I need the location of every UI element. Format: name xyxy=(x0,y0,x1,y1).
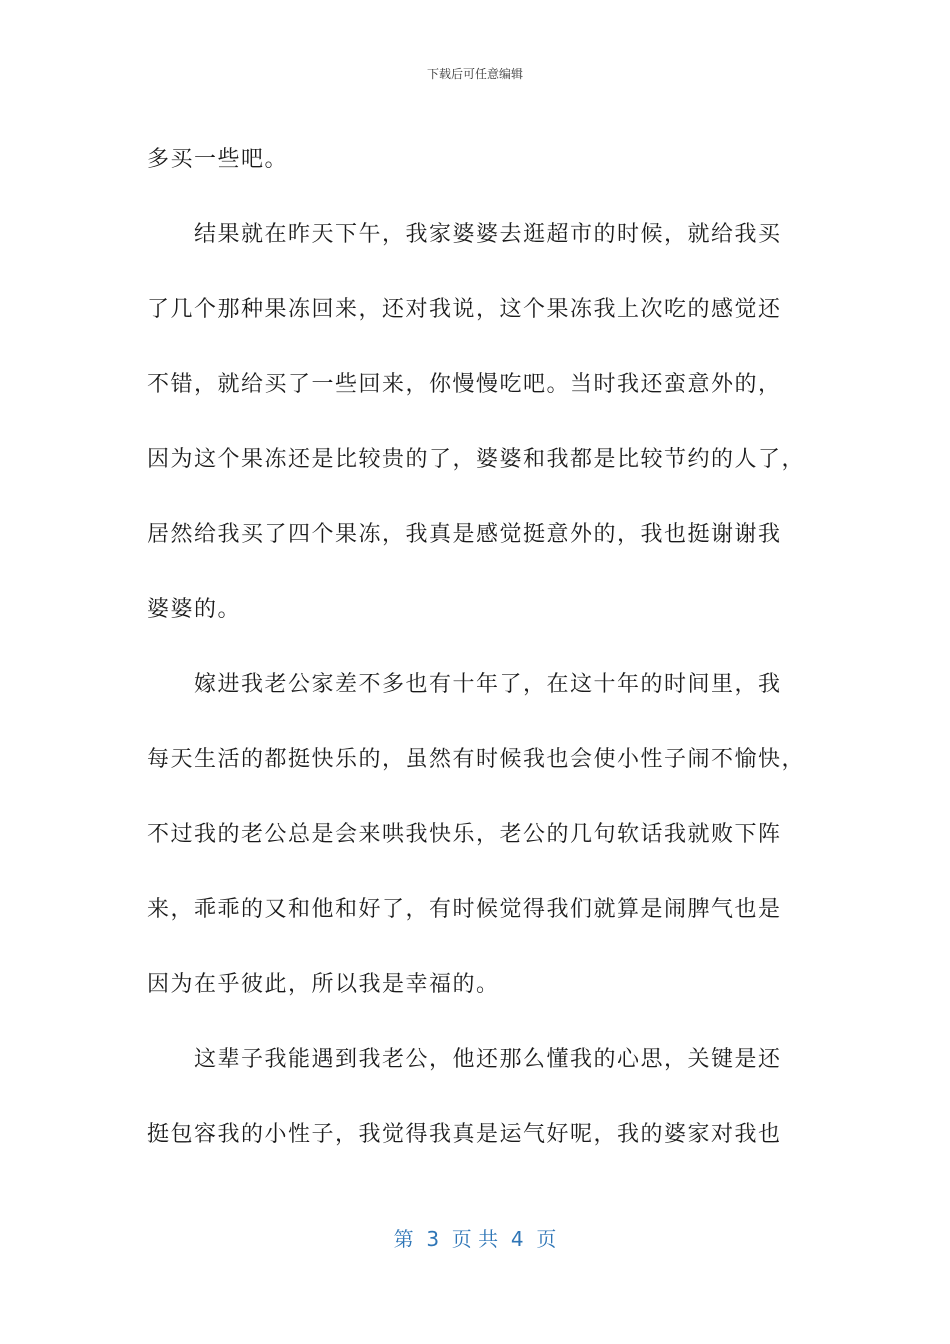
page-number: 第 3 页 共 4 页 xyxy=(393,1227,557,1251)
text-line: 不过我的老公总是会来哄我快乐，老公的几句软话我就败下阵 xyxy=(147,822,782,847)
text-line: 不错，就给买了一些回来，你慢慢吃吧。当时我还蛮意外的， xyxy=(147,372,782,397)
body-text xyxy=(147,122,807,1172)
text-line: 嫁进我老公家差不多也有十年了，在这十年的时间里，我 xyxy=(194,672,782,697)
text-line: 因为这个果冻还是比较贵的了，婆婆和我都是比较节约的人了， xyxy=(147,447,806,472)
text-line: 婆婆的。 xyxy=(147,597,242,622)
text-line: 来，乖乖的又和他和好了，有时候觉得我们就算是闹脾气也是 xyxy=(147,897,782,922)
text-line: 了几个那种果冻回来，还对我说，这个果冻我上次吃的感觉还 xyxy=(147,297,782,322)
text-line: 每天生活的都挺快乐的，虽然有时候我也会使小性子闹不愉快， xyxy=(147,747,806,772)
text-line: 这辈子我能遇到我老公，他还那么懂我的心思，关键是还 xyxy=(194,1047,782,1072)
text-line: 多买一些吧。 xyxy=(147,147,289,172)
text-line: 挺包容我的小性子，我觉得我真是运气好呢，我的婆家对我也 xyxy=(147,1122,782,1147)
text-line: 居然给我买了四个果冻，我真是感觉挺意外的，我也挺谢谢我 xyxy=(147,522,782,547)
page-header: 下载后可任意编辑 xyxy=(426,67,523,81)
text-line: 因为在乎彼此，所以我是幸福的。 xyxy=(147,972,500,997)
text-line: 结果就在昨天下午，我家婆婆去逛超市的时候，就给我买 xyxy=(194,222,782,247)
